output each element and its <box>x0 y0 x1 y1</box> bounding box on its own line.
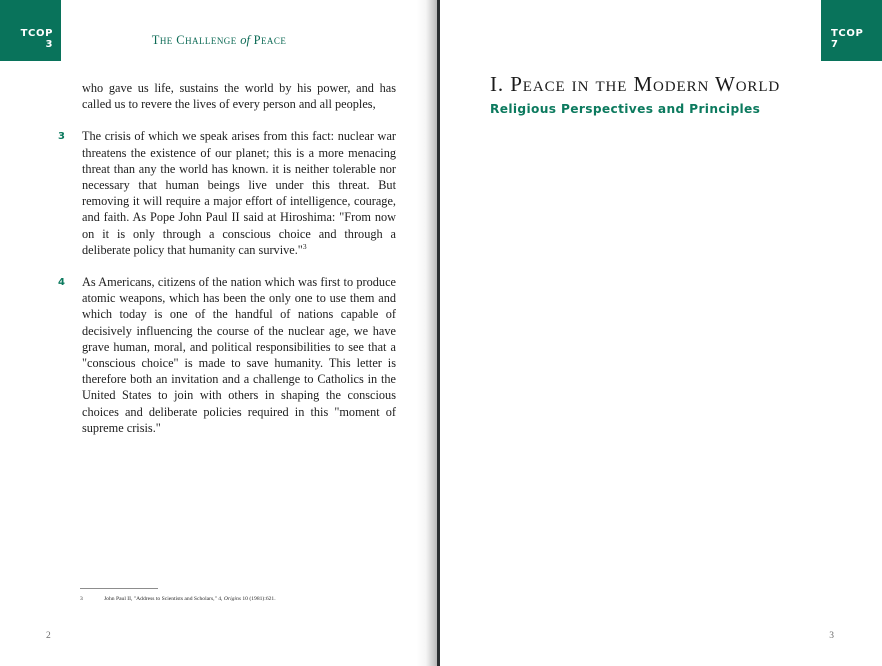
running-head-prefix: The Challenge <box>151 33 237 47</box>
paragraph <box>48 128 396 258</box>
verso-folio: 2 <box>46 631 51 641</box>
paragraph-text: who gave us life, sustains the world by his power, and has called us to revere the lives of every person and all peoples, <box>82 81 396 112</box>
footnote-separator-rule <box>80 588 158 589</box>
recto-tab-code: TCOP <box>831 28 864 39</box>
paragraph-text: The crisis of which we speak arises from this fact: nuclear war threatens the existence of our planet; this is a more menacing threat than any the world has known. it is neither tolerable nor necessary that human beings live under this threat. But removing it will require a major effort of intelligence, courage, and faith. As Pope John Paul II said at Hiroshima: "From now on it is only through a conscious choice and through a deliberate policy that humanity can survive." <box>82 129 396 257</box>
footnote-number: 3 <box>80 596 83 602</box>
verso-text-column <box>48 80 396 452</box>
recto-tab-number: 7 <box>831 39 839 50</box>
verso-footnote-block <box>80 588 390 603</box>
running-head <box>0 33 438 48</box>
verso-page <box>0 0 438 666</box>
paragraph <box>48 274 396 436</box>
paragraph-text: As Americans, citizens of the nation which was first to produce atomic weapons, which has been the only one to use them and which today is one of the handful of nations capable of decisively influencing the course of the nuclear age, we have grave human, moral, and political responsibilities to see that a "conscious choice" is made to save humanity. This letter is therefore both an invitation and a challenge to Catholics in the United States to join with others in shaping the conscious choices and deliberate policies required in this "moment of supreme crisis." <box>82 275 396 435</box>
verso-thumb-tab <box>0 0 61 61</box>
recto-folio: 3 <box>829 631 834 641</box>
chapter-title: I. Peace in the Modern World <box>490 72 781 96</box>
footnote-marker[interactable]: 3 <box>302 241 307 251</box>
paragraph-number: 4 <box>58 277 65 289</box>
footnote-text-part2: 10 (1981):621. <box>240 596 276 602</box>
chapter-heading-block <box>490 72 835 116</box>
footnote-italic-title: Origins <box>223 596 241 602</box>
recto-page <box>440 0 882 666</box>
chapter-subtitle: Religious Perspectives and Principles <box>490 102 761 116</box>
footnote-text-part1: John Paul II, "Address to Scientists and Scholars," 4, <box>104 596 224 602</box>
footnote-item <box>80 595 390 603</box>
recto-thumb-tab <box>821 0 882 61</box>
verso-tab-number: 3 <box>45 39 53 50</box>
running-head-of: of <box>240 33 250 47</box>
paragraph <box>48 80 396 112</box>
running-head-suffix: Peace <box>253 33 287 47</box>
verso-tab-code: TCOP <box>20 28 53 39</box>
paragraph-number: 3 <box>58 131 65 143</box>
